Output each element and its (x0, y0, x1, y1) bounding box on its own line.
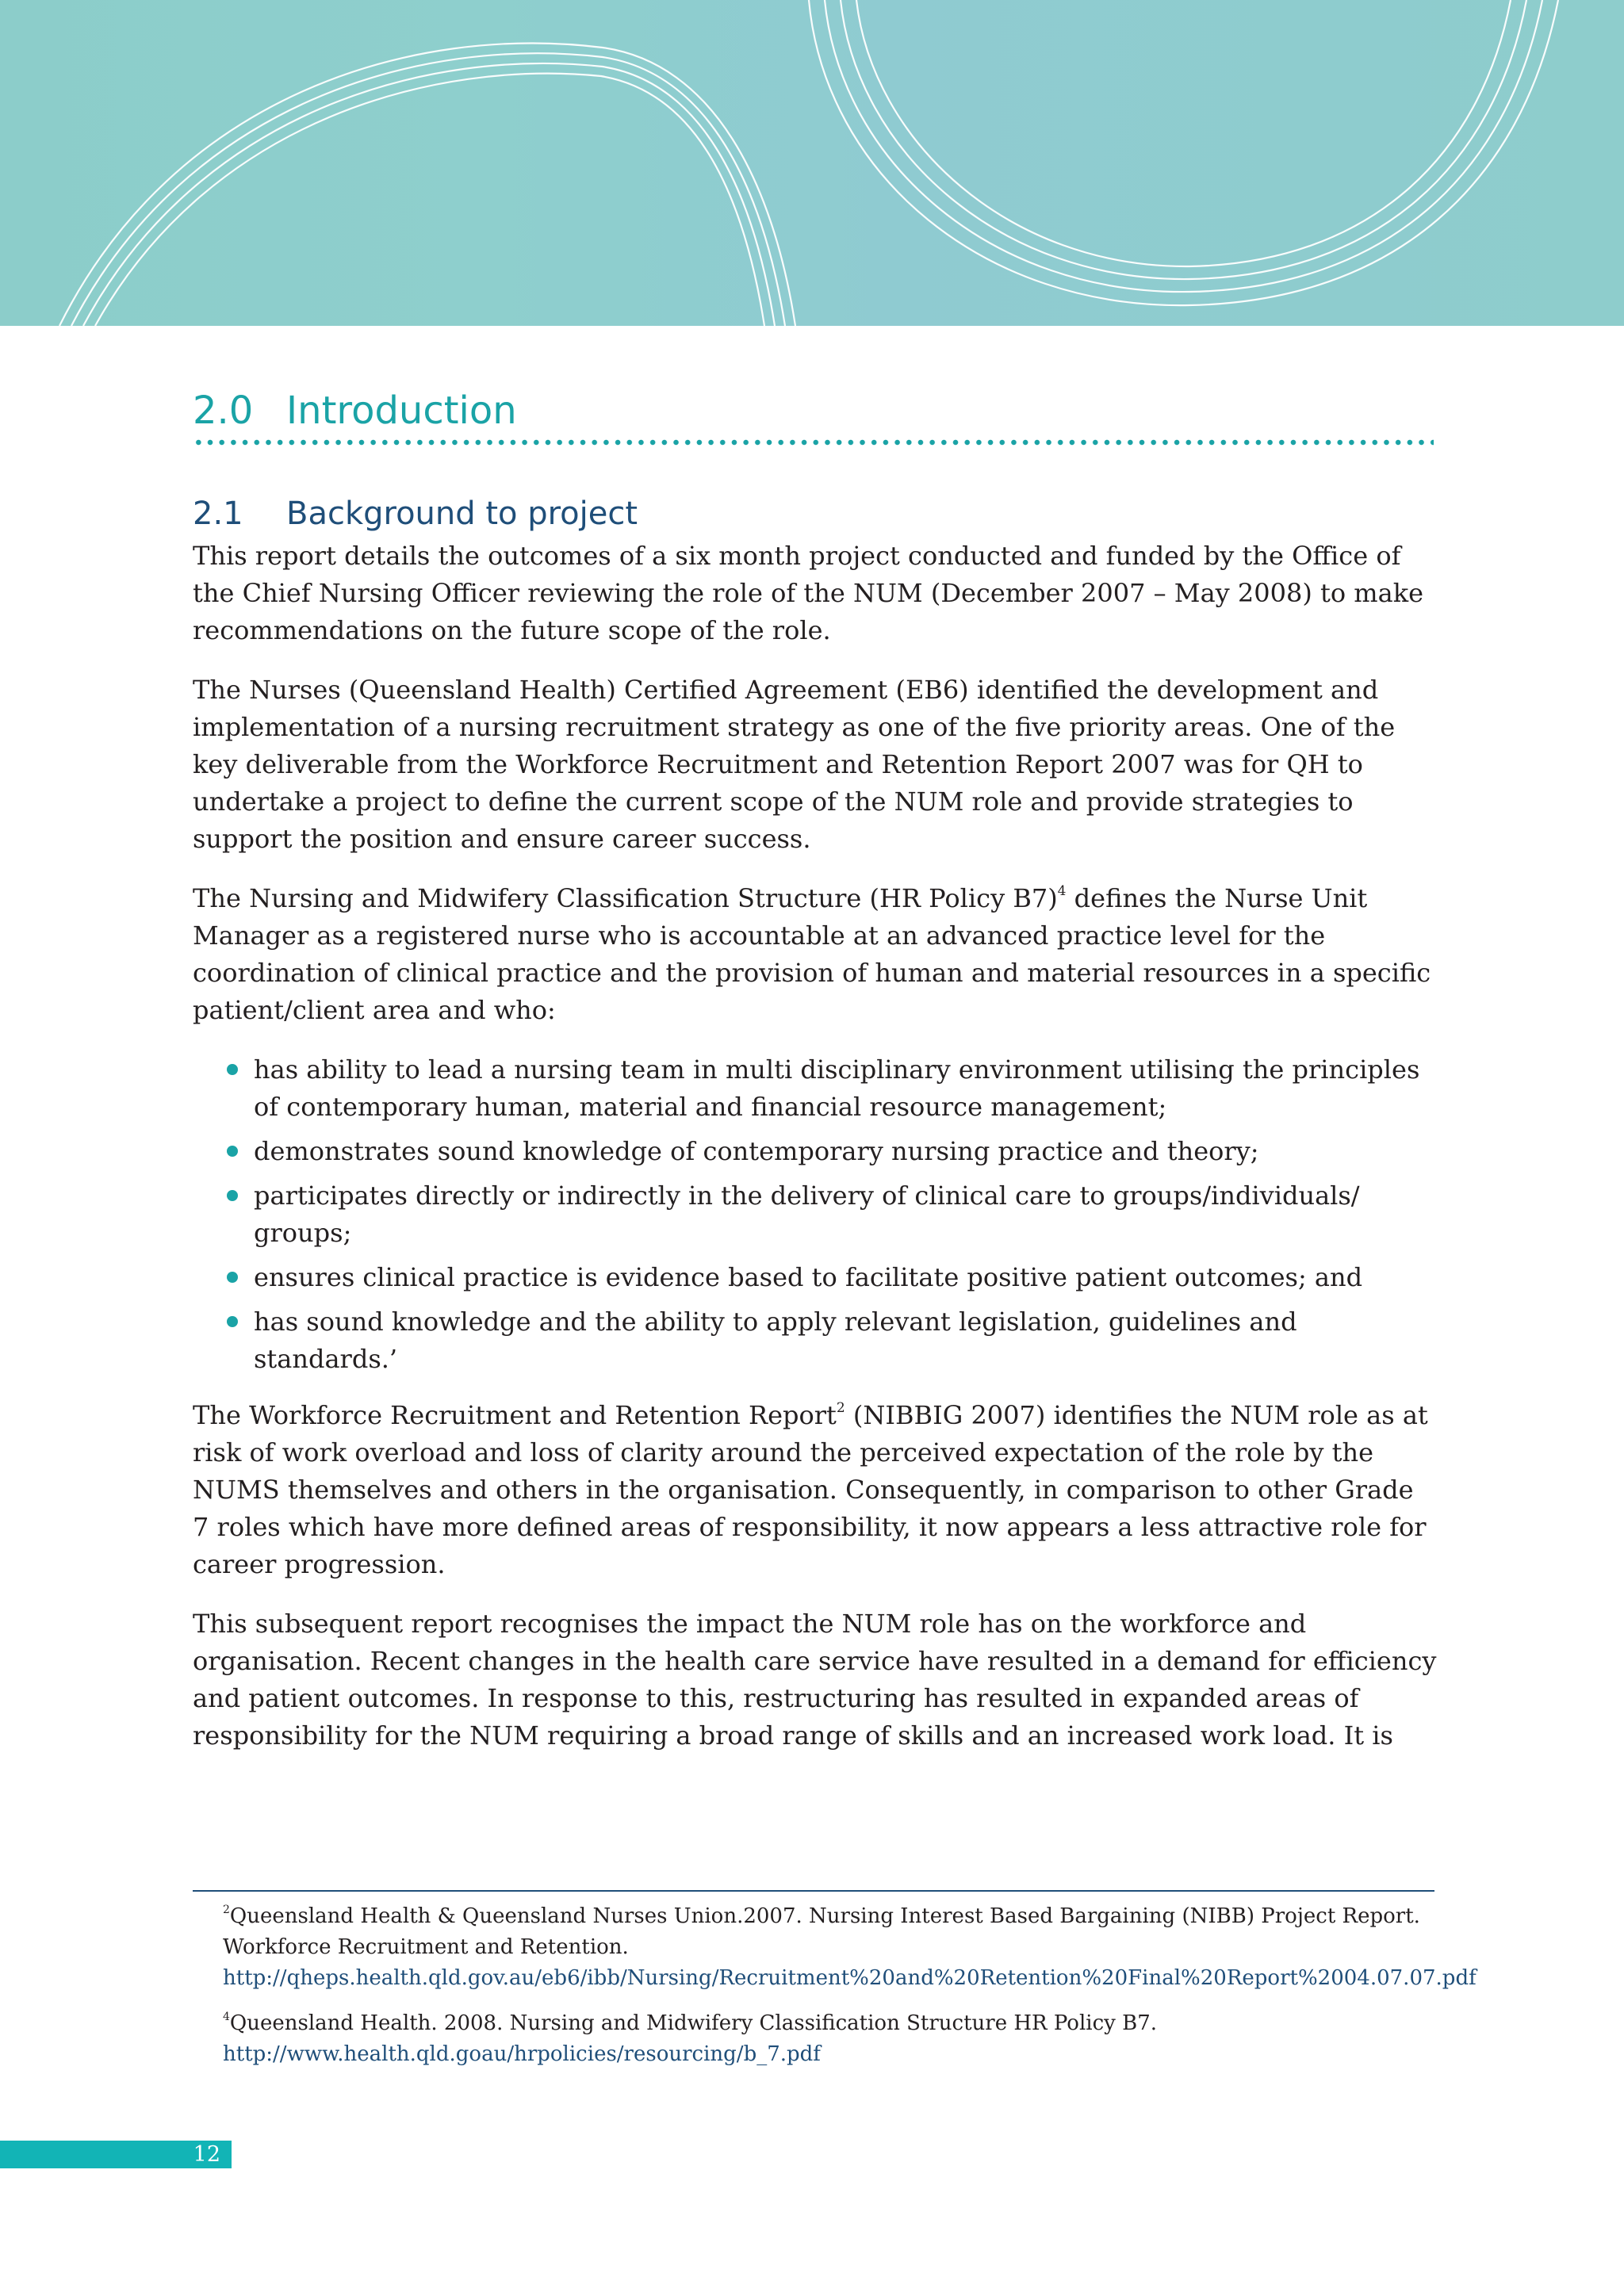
paragraph-3 (193, 880, 1438, 1029)
paragraph-4-text-a: The Workforce Recruitment and Retention Report (193, 1400, 837, 1430)
footnote-2 (223, 1901, 1477, 1994)
footnote-text: Queensland Health & Queensland Nurses Union.2007. Nursing Interest Based Bargaining (NIBB) Project Report. Workforce Recruitment and Retention. (223, 1904, 1420, 1959)
list-item-text: participates directly or indirectly in the delivery of clinical care to groups/individuals/ groups; (254, 1181, 1360, 1248)
bullet-icon (227, 1064, 238, 1075)
section-heading (193, 387, 1438, 434)
footnote-ref: 4 (1057, 883, 1067, 899)
bullet-icon (227, 1316, 238, 1327)
bullet-icon (227, 1190, 238, 1201)
section-title: Introduction (286, 388, 517, 433)
list-item-text: has ability to lead a nursing team in multi disciplinary environment utilising the principles of contemporary human, material and financial resource management; (254, 1054, 1420, 1122)
list-item (193, 1177, 1438, 1252)
subsection-title: Background to project (286, 496, 638, 532)
list-item-text: has sound knowledge and the ability to apply relevant legislation, guidelines and standards.’ (254, 1307, 1297, 1374)
paragraph-1: This report details the outcomes of a six month project conducted and funded by the Office of the Chief Nursing Officer reviewing the role of the NUM (December 2007 – May 2008) to make recommendations on the future scope of the role. (193, 541, 1424, 645)
footnote-number: 2 (223, 1904, 230, 1916)
paragraph-3-text-a: The Nursing and Midwifery Classification Structure (HR Policy B7) (193, 883, 1058, 913)
paragraph-2: The Nurses (Queensland Health) Certified Agreement (EB6) identified the development and implementation of a nursing recruitment strategy as one of the five priority areas. One of the key deliverable from the Workforce Recruitment and Retention Report 2007 was for QH to undertake a project to define the current scope of the NUM role and provide strategies to support the position and ensure career success. (193, 675, 1396, 854)
page-number-tab (0, 2141, 232, 2168)
list-item (193, 1259, 1438, 1296)
bullet-list (193, 1051, 1438, 1378)
dotted-rule (193, 439, 1434, 446)
section-number: 2.0 (193, 388, 254, 433)
paragraph-4 (193, 1397, 1438, 1583)
footnote-number: 4 (223, 2011, 230, 2023)
paragraph-3-text-b: defines the Nurse Unit Manager as a registered nurse who is accountable at an advanced practice level for the coordination of clinical practice and the provision of human and material resources in a specific patient/client area and who: (193, 883, 1431, 1025)
footnote-divider (193, 1890, 1434, 1892)
header-banner (0, 0, 1624, 326)
footnote-link[interactable]: http://www.health.qld.goau/hrpolicies/resourcing/b_7.pdf (223, 2042, 821, 2066)
decorative-arcs (0, 0, 1624, 326)
list-item-text: demonstrates sound knowledge of contemporary nursing practice and theory; (254, 1136, 1259, 1166)
bullet-icon (227, 1146, 238, 1157)
paragraph-5: This subsequent report recognises the impact the NUM role has on the workforce and organisation. Recent changes in the health care service have resulted in a demand for efficiency and patient outcomes. In response to this, restructuring has resulted in expanded areas of responsibility for the NUM requiring a broad range of skills and an increased work load. It is (193, 1609, 1437, 1751)
footnote-ref: 2 (836, 1400, 845, 1416)
subsection-heading (193, 493, 1438, 534)
bullet-icon (227, 1272, 238, 1283)
footnotes (223, 1901, 1477, 2084)
subsection-number: 2.1 (193, 496, 243, 532)
list-item (193, 1133, 1438, 1170)
paragraph-4-text-b: (NIBBIG 2007) identifies the NUM role as at risk of work overload and loss of clarity around the perceived expectation of the role by the NUMS themselves and others in the organisation. Consequently, in comparison to other Grade 7 roles which have more defined areas of responsibility, it now appears a less attractive role for career progression. (193, 1400, 1428, 1579)
list-item (193, 1051, 1438, 1126)
page-number: 12 (193, 2142, 220, 2167)
footnote-link[interactable]: http://qheps.health.qld.gov.au/eb6/ibb/Nursing/Recruitment%20and%20Retention%20Final%20Report%2004.07.07.pdf (223, 1966, 1477, 1990)
main-content (193, 387, 1438, 1777)
footnote-text: Queensland Health. 2008. Nursing and Midwifery Classification Structure HR Policy B7. (229, 2011, 1158, 2035)
list-item-text: ensures clinical practice is evidence based to facilitate positive patient outcomes; and (254, 1262, 1363, 1292)
footnote-4 (223, 2008, 1444, 2070)
list-item (193, 1303, 1438, 1378)
